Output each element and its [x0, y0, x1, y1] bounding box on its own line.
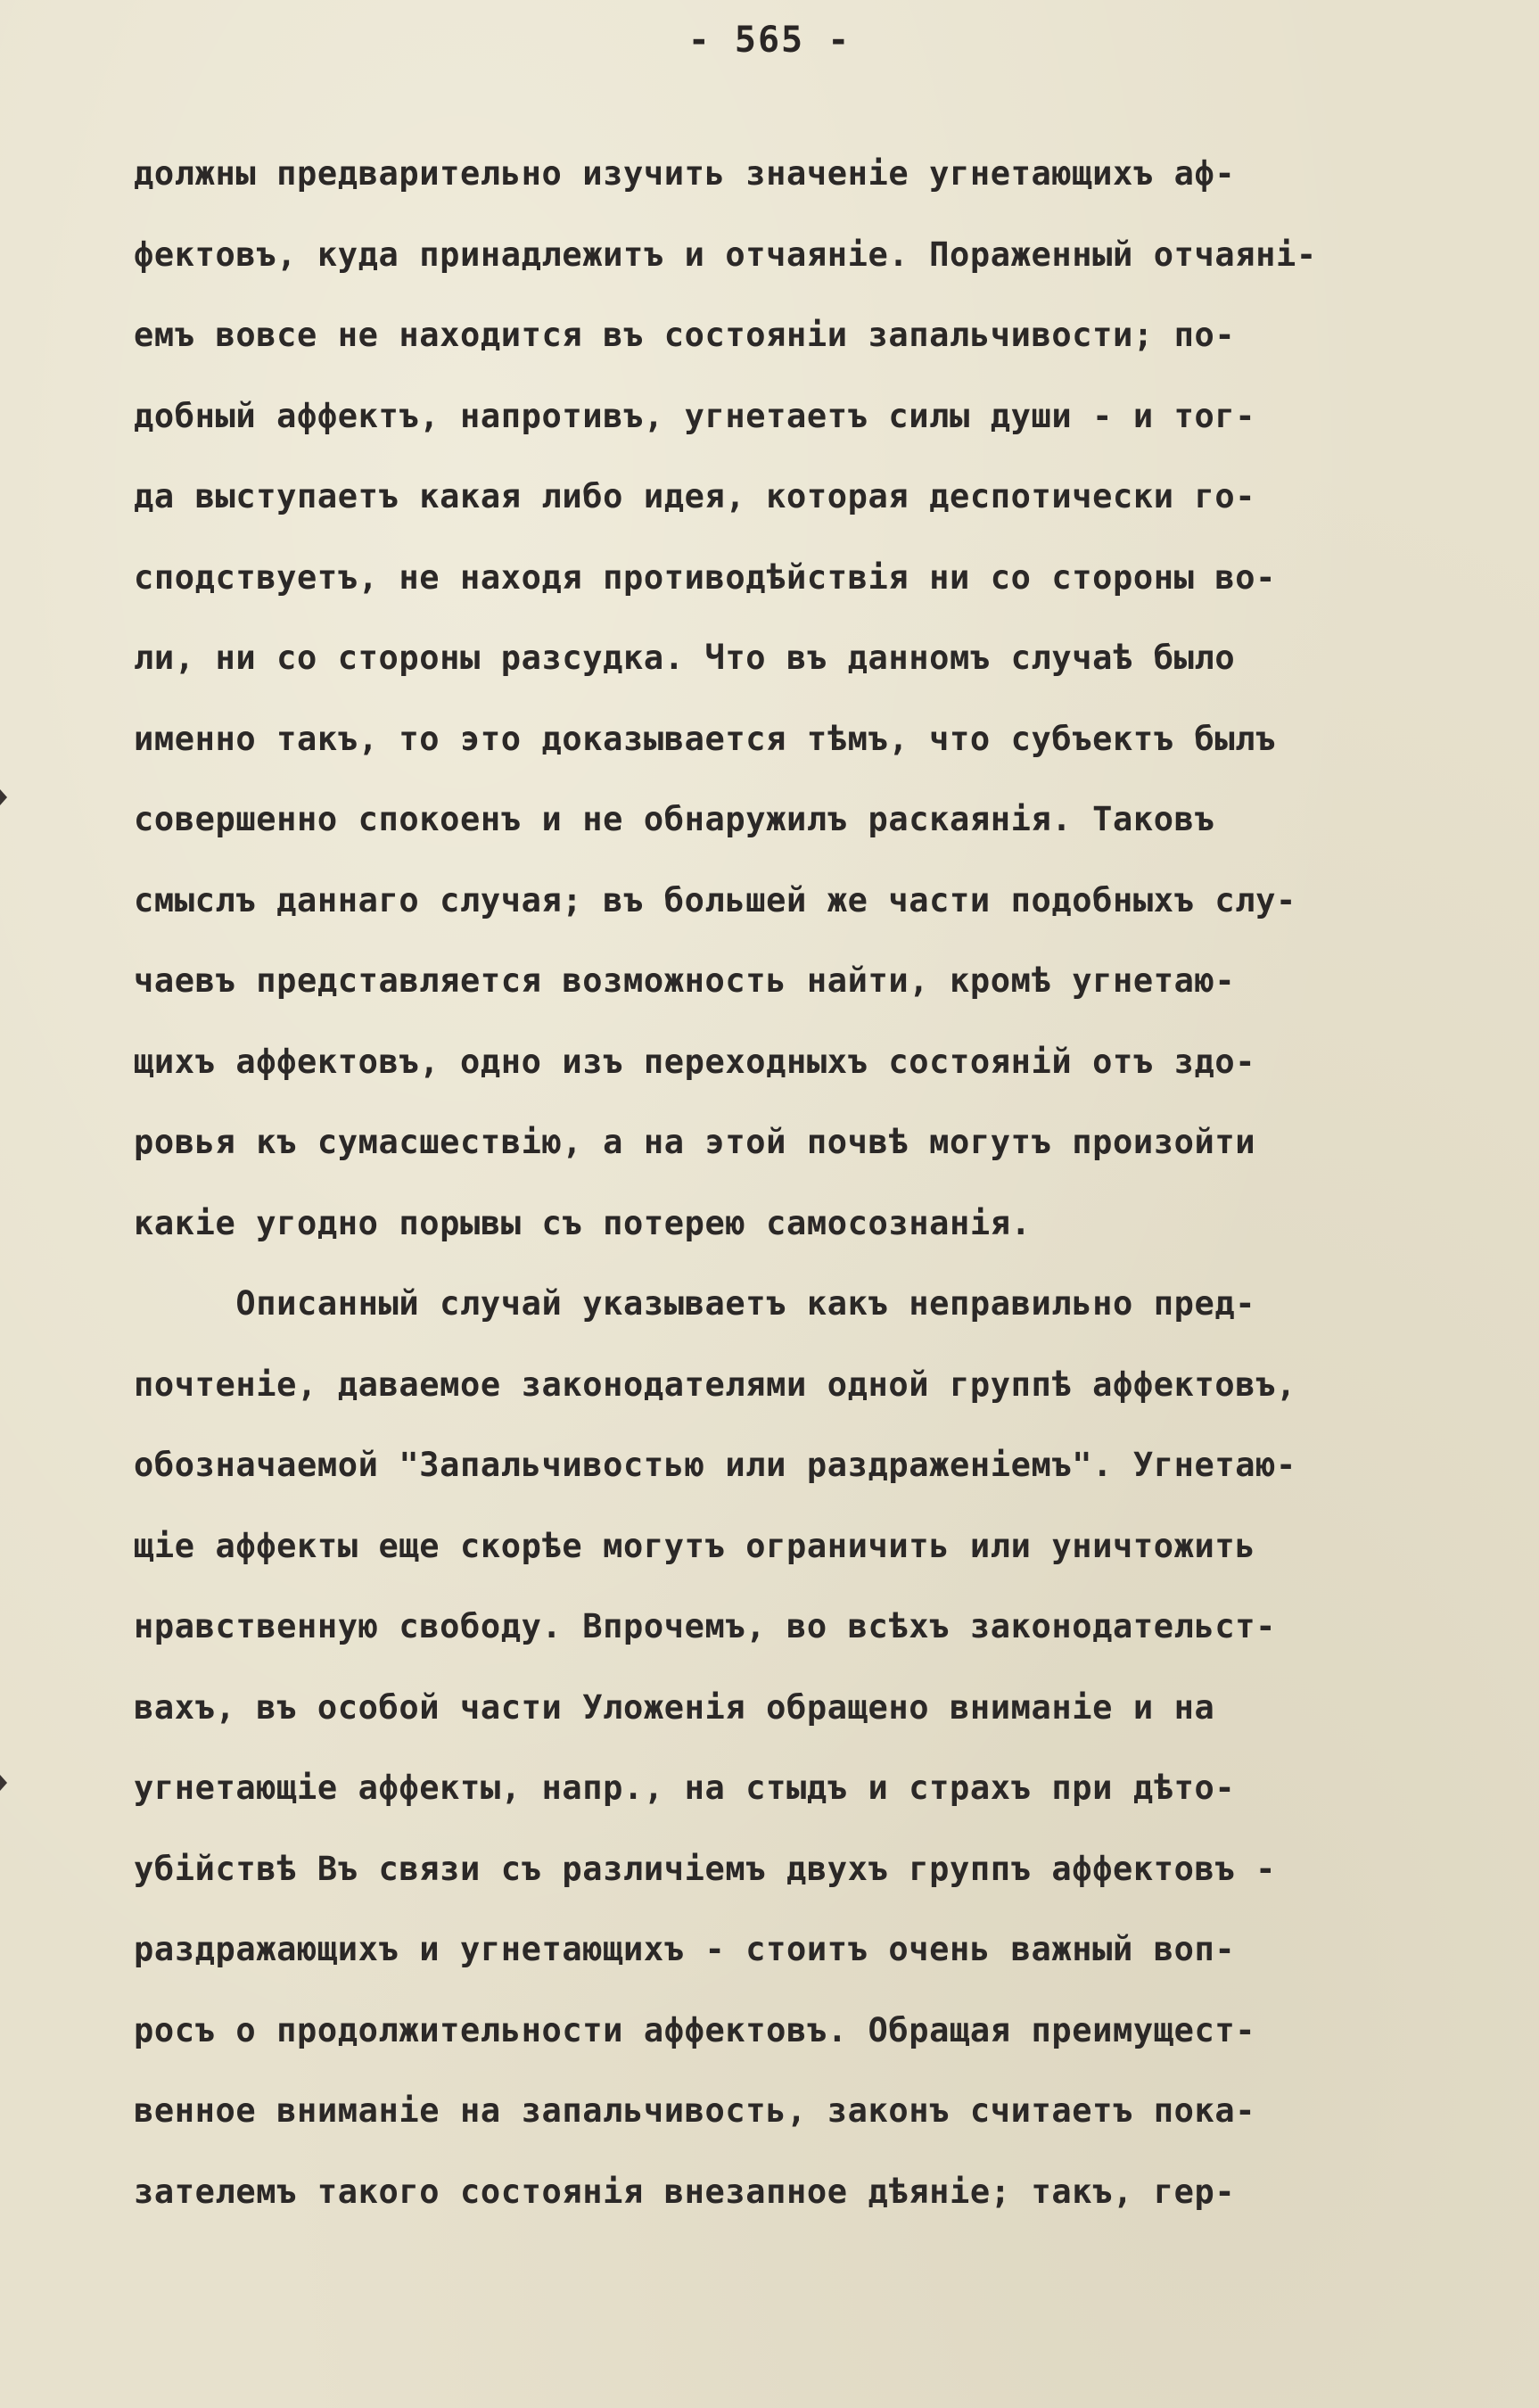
text-line: нравственную свободу. Впрочемъ, во всѣхъ законодательст- [134, 1607, 1277, 1645]
text-line: добный аффектъ, напротивъ, угнетаетъ силы души - и тог- [134, 396, 1256, 435]
margin-mark [0, 789, 7, 805]
text-line: вахъ, въ особой части Уложенія обращено вниманіе и на [134, 1687, 1215, 1727]
text-line: именно такъ, то это доказывается тѣмъ, что субъектъ былъ [134, 719, 1277, 758]
margin-mark [0, 1775, 7, 1791]
text-line: совершенно спокоенъ и не обнаружилъ раскаянія. Таковъ [134, 800, 1215, 838]
text-line: смыслъ даннаго случая; въ большей же части подобныхъ слу- [134, 880, 1296, 919]
text-line: обозначаемой "Запальчивостью или раздраженіемъ". Угнетаю- [134, 1446, 1296, 1484]
text-line: фектовъ, куда принадлежитъ и отчаяніе. Пораженный отчаяні- [134, 235, 1317, 274]
text-line: да выступаетъ какая либо идея, которая деспотически го- [134, 477, 1256, 515]
text-line: венное вниманіе на запальчивость, законъ считаетъ пока- [134, 2091, 1256, 2130]
text-line: росъ о продолжительности аффектовъ. Обращая преимущест- [134, 2010, 1256, 2049]
text-line: ли, ни со стороны разсудка. Что въ данномъ случаѣ было [134, 639, 1236, 677]
text-line: щихъ аффектовъ, одно изъ переходныхъ состояній отъ здо- [134, 1042, 1256, 1081]
text-line: щіе аффекты еще скорѣе могутъ ограничить или уничтожить [134, 1526, 1256, 1565]
text-line: ровья къ сумасшествію, а на этой почвѣ могутъ произойти [134, 1123, 1256, 1161]
text-line: Описанный случай указываетъ какъ неправильно пред- [134, 1284, 1256, 1323]
text-line: почтеніе, даваемое законодателями одной группѣ аффектовъ, [134, 1365, 1296, 1404]
page-number: - 565 - [687, 20, 852, 61]
text-line: угнетающіе аффекты, напр., на стыдъ и страхъ при дѣто- [134, 1769, 1236, 1807]
text-line: чаевъ представляется возможность найти, кромѣ угнетаю- [134, 961, 1236, 1000]
text-line: емъ вовсе не находится въ состояніи запальчивости; по- [134, 316, 1236, 354]
text-line: убійствѣ Въ связи съ различіемъ двухъ группъ аффектовъ - [134, 1849, 1277, 1888]
text-line: должны предварительно изучить значеніе угнетающихъ аф- [134, 154, 1236, 193]
text-line: раздражающихъ и угнетающихъ - стоитъ очень важный воп- [134, 1930, 1236, 1968]
text-line: зателемъ такого состоянія внезапное дѣяніе; такъ, гер- [134, 2172, 1236, 2211]
text-line: какіе угодно порывы съ потерею самосознанія. [134, 1203, 1032, 1242]
text-line: сподствуетъ, не находя противодѣйствія ни со стороны во- [134, 557, 1277, 597]
body-text [134, 134, 1525, 2232]
